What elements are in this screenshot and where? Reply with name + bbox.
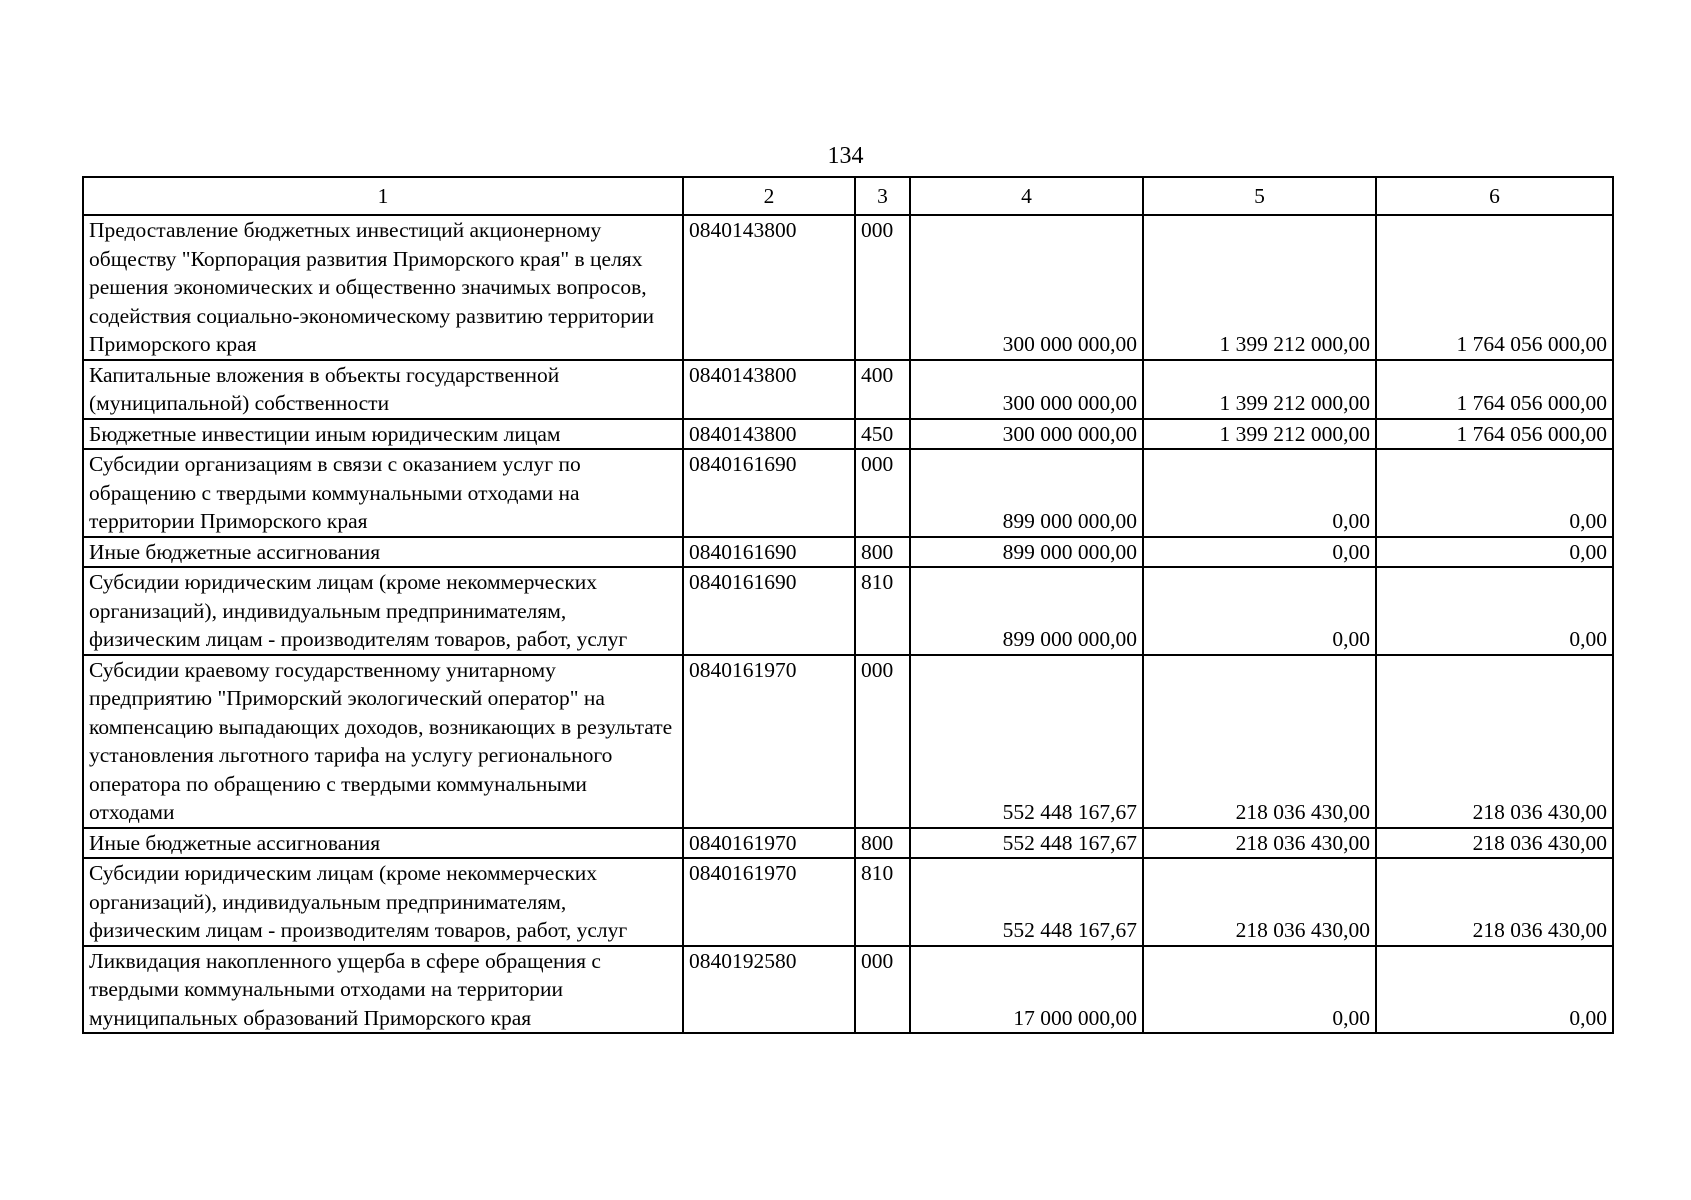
table-row: [83, 858, 1613, 946]
row-name: Иные бюджетные ассигнования: [83, 537, 683, 568]
row-name: Субсидии краевому государственному унитарному предприятию "Приморский экологический оператор" на компенсацию выпадающих доходов, возникающих в результате установления льготного тарифа на услугу регионального оператора по обращению с твердыми коммунальными отходами: [83, 655, 683, 828]
row-amount-6: 0,00: [1376, 567, 1613, 655]
row-amount-5: 0,00: [1143, 449, 1376, 537]
row-type: 400: [855, 360, 910, 419]
table-row: [83, 449, 1613, 537]
page-number: 134: [827, 143, 864, 169]
row-type: 800: [855, 537, 910, 568]
row-code: 0840143800: [683, 419, 855, 450]
row-code: 0840161970: [683, 858, 855, 946]
row-amount-5: 0,00: [1143, 946, 1376, 1034]
budget-table: [82, 176, 1614, 1034]
row-amount-5: 1 399 212 000,00: [1143, 419, 1376, 450]
table-row: [83, 946, 1613, 1034]
row-amount-5: 218 036 430,00: [1143, 858, 1376, 946]
column-header: 2: [683, 177, 855, 215]
row-code: 0840161970: [683, 828, 855, 859]
table-row: [83, 655, 1613, 828]
row-amount-4: 300 000 000,00: [910, 419, 1143, 450]
row-amount-6: 218 036 430,00: [1376, 655, 1613, 828]
row-amount-4: 552 448 167,67: [910, 858, 1143, 946]
row-name: Бюджетные инвестиции иным юридическим лицам: [83, 419, 683, 450]
column-header: 1: [83, 177, 683, 215]
table-row: [83, 567, 1613, 655]
row-code: 0840161970: [683, 655, 855, 828]
table-row: [83, 828, 1613, 859]
row-name: Ликвидация накопленного ущерба в сфере обращения с твердыми коммунальными отходами на территории муниципальных образований Приморского края: [83, 946, 683, 1034]
row-amount-5: 1 399 212 000,00: [1143, 215, 1376, 360]
row-amount-6: 0,00: [1376, 537, 1613, 568]
row-amount-4: 552 448 167,67: [910, 655, 1143, 828]
row-name: Капитальные вложения в объекты государственной (муниципальной) собственности: [83, 360, 683, 419]
row-amount-5: 0,00: [1143, 537, 1376, 568]
row-amount-6: 1 764 056 000,00: [1376, 360, 1613, 419]
row-amount-4: 17 000 000,00: [910, 946, 1143, 1034]
row-code: 0840161690: [683, 537, 855, 568]
row-type: 000: [855, 449, 910, 537]
row-amount-6: 218 036 430,00: [1376, 858, 1613, 946]
row-name: Субсидии юридическим лицам (кроме некоммерческих организаций), индивидуальным предпринимателям, физическим лицам - производителям товаров, работ, услуг: [83, 858, 683, 946]
row-type: 000: [855, 655, 910, 828]
row-type: 450: [855, 419, 910, 450]
row-name: Иные бюджетные ассигнования: [83, 828, 683, 859]
column-header: 3: [855, 177, 910, 215]
row-type: 810: [855, 858, 910, 946]
row-amount-4: 552 448 167,67: [910, 828, 1143, 859]
row-type: 800: [855, 828, 910, 859]
row-amount-6: 0,00: [1376, 946, 1613, 1034]
row-amount-5: 218 036 430,00: [1143, 828, 1376, 859]
row-amount-6: 0,00: [1376, 449, 1613, 537]
table-row: [83, 419, 1613, 450]
row-amount-6: 218 036 430,00: [1376, 828, 1613, 859]
row-amount-5: 0,00: [1143, 567, 1376, 655]
table-row: [83, 215, 1613, 360]
row-amount-6: 1 764 056 000,00: [1376, 419, 1613, 450]
row-name: Предоставление бюджетных инвестиций акционерному обществу "Корпорация развития Приморского края" в целях решения экономических и общественно значимых вопросов, содействия социально-экономическому развитию территории Приморского края: [83, 215, 683, 360]
table-row: [83, 360, 1613, 419]
row-type: 810: [855, 567, 910, 655]
row-amount-6: 1 764 056 000,00: [1376, 215, 1613, 360]
row-code: 0840143800: [683, 360, 855, 419]
column-header: 5: [1143, 177, 1376, 215]
row-code: 0840161690: [683, 567, 855, 655]
row-amount-4: 899 000 000,00: [910, 449, 1143, 537]
row-code: 0840143800: [683, 215, 855, 360]
row-type: 000: [855, 946, 910, 1034]
row-type: 000: [855, 215, 910, 360]
header-row: [83, 177, 1613, 215]
row-name: Субсидии организациям в связи с оказанием услуг по обращению с твердыми коммунальными отходами на территории Приморского края: [83, 449, 683, 537]
table-row: [83, 537, 1613, 568]
row-amount-4: 899 000 000,00: [910, 537, 1143, 568]
row-amount-4: 899 000 000,00: [910, 567, 1143, 655]
row-amount-4: 300 000 000,00: [910, 215, 1143, 360]
row-amount-5: 1 399 212 000,00: [1143, 360, 1376, 419]
row-code: 0840192580: [683, 946, 855, 1034]
row-amount-4: 300 000 000,00: [910, 360, 1143, 419]
row-amount-5: 218 036 430,00: [1143, 655, 1376, 828]
column-header: 4: [910, 177, 1143, 215]
row-code: 0840161690: [683, 449, 855, 537]
row-name: Субсидии юридическим лицам (кроме некоммерческих организаций), индивидуальным предпринимателям, физическим лицам - производителям товаров, работ, услуг: [83, 567, 683, 655]
column-header: 6: [1376, 177, 1613, 215]
